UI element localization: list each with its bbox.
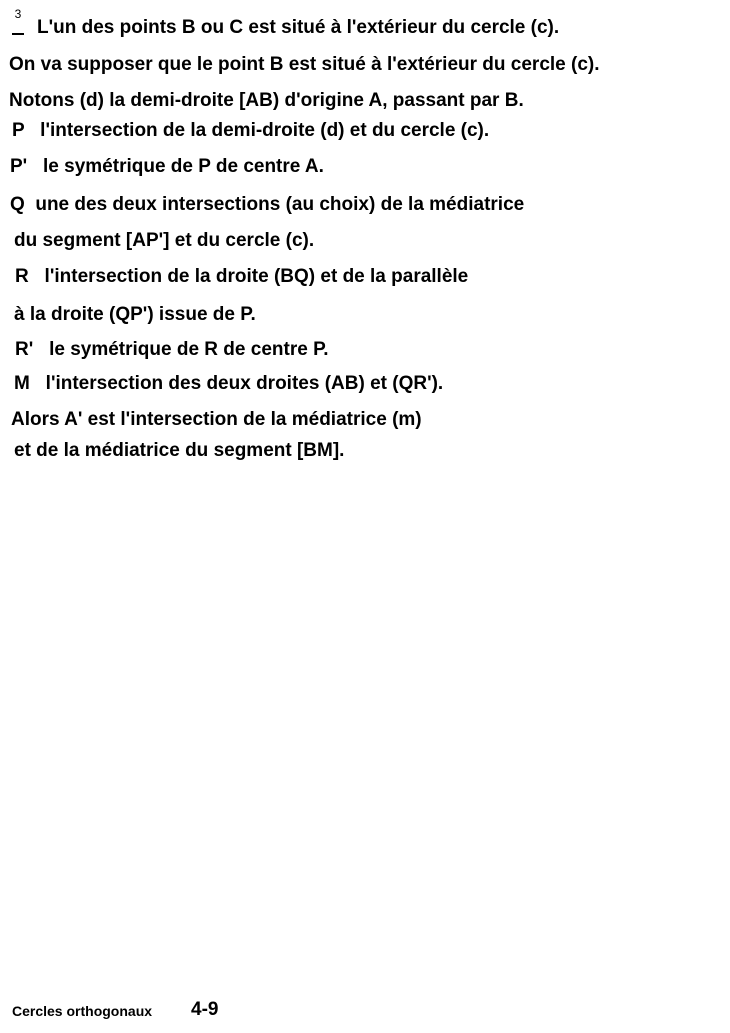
text-line-10: R' le symétrique de R de centre P. <box>15 339 329 360</box>
footer-label: Cercles orthogonaux <box>12 1003 153 1019</box>
text-line-8: R l'intersection de la droite (BQ) et de la parallèle <box>15 266 469 287</box>
page-number: 4-9 <box>191 999 219 1020</box>
text-line-9: à la droite (QP') issue de P. <box>14 304 256 325</box>
text-line-6: Q une des deux intersections (au choix) de la médiatrice <box>10 194 525 215</box>
text-line-5: P' le symétrique de P de centre A. <box>10 156 324 177</box>
step-number: 3 <box>14 7 22 21</box>
step-marker-bar <box>12 33 24 35</box>
text-line-7: du segment [AP'] et du cercle (c). <box>14 230 315 251</box>
text-line-13: et de la médiatrice du segment [BM]. <box>14 440 345 461</box>
text-line-4: P l'intersection de la demi-droite (d) et du cercle (c). <box>12 120 490 141</box>
text-line-12: Alors A' est l'intersection de la médiatrice (m) <box>11 409 422 430</box>
text-line-3: Notons (d) la demi-droite [AB) d'origine A, passant par B. <box>9 90 524 111</box>
text-line-2: On va supposer que le point B est situé à l'extérieur du cercle (c). <box>9 54 600 75</box>
text-line-11: M l'intersection des deux droites (AB) et (QR'). <box>14 373 444 394</box>
text-line-1: L'un des points B ou C est situé à l'extérieur du cercle (c). <box>37 17 560 38</box>
